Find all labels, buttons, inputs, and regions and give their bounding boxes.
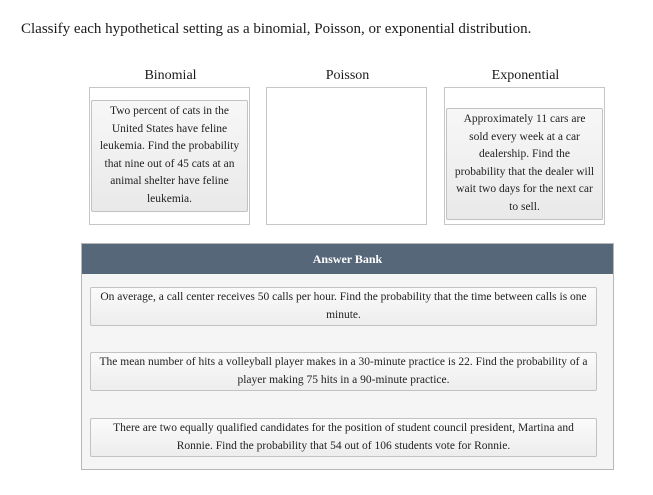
draggable-card[interactable]: Approximately 11 cars are sold every week at a car dealership. Find the probability that the dealer will wait two days for the next car to sell.	[446, 108, 603, 220]
answer-bank-title: Answer Bank	[82, 244, 613, 274]
drop-zone-binomial[interactable]	[89, 87, 250, 225]
drop-zone-poisson[interactable]	[266, 87, 427, 225]
answer-bank-card[interactable]: There are two equally qualified candidates for the position of student council president, Martina and Ronnie. Find the probability that 54 out of 106 students vote for Ronnie.	[90, 418, 597, 457]
category-title-binomial: Binomial	[144, 68, 197, 83]
instructions: Classify each hypothetical setting as a binomial, Poisson, or exponential distribution.	[21, 21, 532, 37]
draggable-card[interactable]: Two percent of cats in the United States have feline leukemia. Find the probability that nine out of 45 cats at an animal shelter have feline leukemia.	[91, 100, 248, 212]
answer-bank[interactable]	[81, 243, 614, 470]
drop-zone-exponential[interactable]	[444, 87, 605, 225]
answer-bank-card[interactable]: On average, a call center receives 50 calls per hour. Find the probability that the time between calls is one minute.	[90, 287, 597, 326]
answer-bank-card[interactable]: The mean number of hits a volleyball player makes in a 30-minute practice is 22. Find the probability of a player making 75 hits in a 90-minute practice.	[90, 352, 597, 391]
category-title-exponential: Exponential	[491, 68, 560, 83]
category-title-poisson: Poisson	[325, 68, 370, 83]
